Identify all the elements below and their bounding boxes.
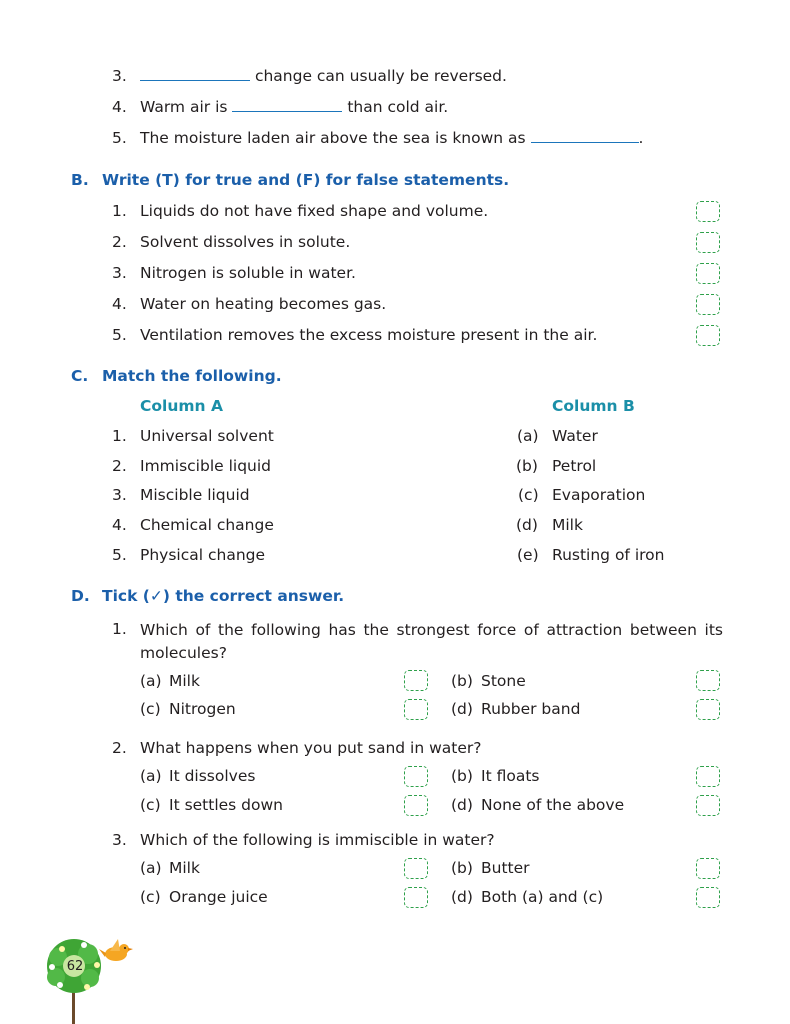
fill-blank-item: change can usually be reversed.: [140, 66, 507, 86]
column-b-item: Evaporation: [552, 486, 646, 504]
option-label: (d): [451, 700, 473, 718]
option-label: (b): [451, 672, 473, 690]
answer-box[interactable]: [696, 795, 720, 816]
answer-box[interactable]: [696, 766, 720, 787]
section-letter: B.: [71, 171, 89, 189]
item-number: 3.: [112, 264, 127, 282]
answer-box[interactable]: [696, 263, 720, 284]
item-number: 4.: [112, 516, 127, 534]
answer-box[interactable]: [696, 699, 720, 720]
option-label: (a): [140, 859, 162, 877]
answer-blank[interactable]: [232, 99, 342, 112]
section-letter: D.: [71, 587, 90, 605]
option-text: Nitrogen: [169, 700, 236, 718]
item-letter: (d): [516, 516, 538, 534]
item-number: 4.: [112, 98, 127, 116]
option-text: It floats: [481, 767, 540, 785]
option-label: (a): [140, 672, 162, 690]
column-b-item: Petrol: [552, 457, 597, 475]
item-number: 2.: [112, 457, 127, 475]
answer-box[interactable]: [404, 795, 428, 816]
statement-text: Solvent dissolves in solute.: [140, 233, 351, 251]
statement-text: Water on heating becomes gas.: [140, 295, 387, 313]
item-number: 4.: [112, 295, 127, 313]
option-label: (b): [451, 767, 473, 785]
option-label: (d): [451, 888, 473, 906]
option-text: Butter: [481, 859, 530, 877]
column-b-item: Rusting of iron: [552, 546, 665, 564]
option-text: It dissolves: [169, 767, 256, 785]
option-text: Rubber band: [481, 700, 581, 718]
option-text: Orange juice: [169, 888, 268, 906]
column-a-item: Chemical change: [140, 516, 274, 534]
question-number: 3.: [112, 831, 127, 849]
answer-blank[interactable]: [531, 130, 639, 143]
answer-box[interactable]: [696, 670, 720, 691]
section-title: Tick (✓) the correct answer.: [102, 587, 345, 605]
section-letter: C.: [71, 367, 89, 385]
statement-text: Liquids do not have fixed shape and volume.: [140, 202, 489, 220]
option-text: None of the above: [481, 796, 625, 814]
answer-box[interactable]: [696, 201, 720, 222]
question-number: 2.: [112, 739, 127, 757]
column-b-item: Water: [552, 427, 598, 445]
option-text: It settles down: [169, 796, 284, 814]
item-number: 5.: [112, 326, 127, 344]
column-a-item: Miscible liquid: [140, 486, 250, 504]
answer-box[interactable]: [696, 858, 720, 879]
answer-box[interactable]: [404, 766, 428, 787]
section-title: Match the following.: [102, 367, 282, 385]
answer-box[interactable]: [696, 294, 720, 315]
column-a-item: Immiscible liquid: [140, 457, 272, 475]
option-label: (c): [140, 796, 161, 814]
answer-box[interactable]: [696, 887, 720, 908]
item-number: 5.: [112, 129, 127, 147]
option-text: Both (a) and (c): [481, 888, 604, 906]
column-a-item: Universal solvent: [140, 427, 274, 445]
answer-box[interactable]: [404, 887, 428, 908]
option-text: Milk: [169, 672, 200, 690]
option-label: (b): [451, 859, 473, 877]
option-text: Milk: [169, 859, 200, 877]
answer-box[interactable]: [404, 858, 428, 879]
statement-text: Ventilation removes the excess moisture present in the air.: [140, 326, 598, 344]
item-number: 3.: [112, 486, 127, 504]
question-number: 1.: [112, 620, 127, 638]
bird-icon: [98, 937, 134, 965]
column-a-item: Physical change: [140, 546, 266, 564]
item-number: 1.: [112, 427, 127, 445]
page-number: 62: [66, 959, 84, 974]
answer-box[interactable]: [404, 699, 428, 720]
option-label: (c): [140, 700, 161, 718]
question-text: Which of the following has the strongest force of attraction between its molecules?: [140, 621, 723, 662]
fill-blank-item: Warm air is than cold air.: [140, 98, 449, 116]
item-number: 3.: [112, 67, 127, 85]
item-number: 1.: [112, 202, 127, 220]
item-letter: (e): [517, 546, 539, 564]
answer-box[interactable]: [696, 325, 720, 346]
option-label: (d): [451, 796, 473, 814]
item-number: 2.: [112, 233, 127, 251]
option-label: (c): [140, 888, 161, 906]
option-label: (a): [140, 767, 162, 785]
option-text: Stone: [481, 672, 526, 690]
fill-blank-item: The moisture laden air above the sea is known as .: [140, 129, 644, 147]
item-number: 5.: [112, 546, 127, 564]
column-b-item: Milk: [552, 516, 583, 534]
answer-blank[interactable]: [140, 68, 250, 81]
item-letter: (c): [518, 486, 539, 504]
column-b-header: Column B: [552, 397, 635, 415]
question-text: What happens when you put sand in water?: [140, 739, 482, 757]
question-text: Which of the following is immiscible in water?: [140, 831, 495, 849]
column-a-header: Column A: [140, 397, 223, 415]
answer-box[interactable]: [404, 670, 428, 691]
answer-box[interactable]: [696, 232, 720, 253]
section-title: Write (T) for true and (F) for false statements.: [102, 171, 510, 189]
item-letter: (a): [517, 427, 539, 445]
statement-text: Nitrogen is soluble in water.: [140, 264, 356, 282]
item-letter: (b): [516, 457, 538, 475]
